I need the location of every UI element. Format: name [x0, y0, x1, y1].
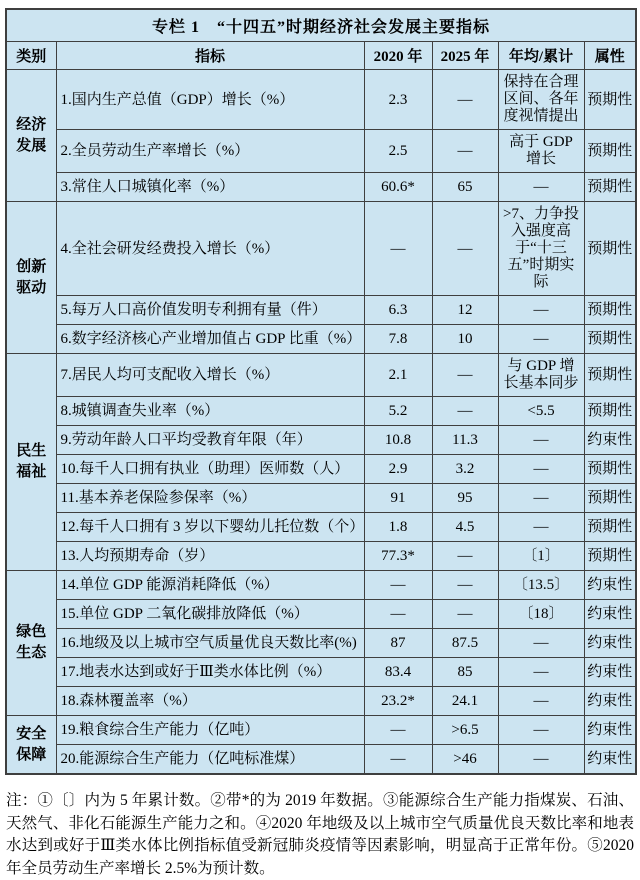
value-2020-cell: 23.2*	[364, 687, 432, 716]
table-row	[6, 513, 636, 542]
table-row	[6, 130, 636, 173]
table-row	[6, 354, 636, 397]
table-row	[6, 296, 636, 325]
value-2020-cell: 5.2	[364, 397, 432, 426]
value-2020-cell: —	[364, 716, 432, 745]
value-2020-cell: 10.8	[364, 426, 432, 455]
attribute-cell: 预期性	[584, 130, 636, 173]
avg-cumulative-cell: —	[498, 325, 584, 354]
avg-cumulative-cell: —	[498, 745, 584, 775]
notes-paragraph: 注：①〔〕内为 5 年累计数。②带*的为 2019 年数据。③能源综合生产能力指煤炭、石油、天然气、非化石能源生产能力之和。④2020 年地级及以上城市空气质量优良天数比率和地表水达到或好于Ⅲ类水体比例指标值受新冠肺炎疫情等因素影响，明显高于正常年份。⑤2020 年全员劳动生产率增长 2.5%为预计数。	[6, 792, 634, 877]
value-2025-cell: 85	[432, 658, 498, 687]
attribute-cell: 预期性	[584, 173, 636, 202]
table-row	[6, 571, 636, 600]
value-2020-cell: —	[364, 571, 432, 600]
header-avg-cumulative: 年均/累计	[498, 42, 584, 70]
value-2025-cell: 11.3	[432, 426, 498, 455]
attribute-cell: 预期性	[584, 397, 636, 426]
value-2025-cell: —	[432, 571, 498, 600]
attribute-cell: 约束性	[584, 600, 636, 629]
value-2025-cell: —	[432, 354, 498, 397]
attribute-cell: 约束性	[584, 745, 636, 775]
value-2020-cell: —	[364, 600, 432, 629]
indicator-cell: 10.每千人口拥有执业（助理）医师数（人）	[56, 455, 364, 484]
avg-cumulative-cell: —	[498, 658, 584, 687]
value-2025-cell: 24.1	[432, 687, 498, 716]
table-row	[6, 397, 636, 426]
avg-cumulative-cell: 〔13.5〕	[498, 571, 584, 600]
indicator-cell: 1.国内生产总值（GDP）增长（%）	[56, 70, 364, 130]
table-row	[6, 173, 636, 202]
avg-cumulative-cell: 〔18〕	[498, 600, 584, 629]
indicator-cell: 12.每千人口拥有 3 岁以下婴幼儿托位数（个）	[56, 513, 364, 542]
value-2025-cell: 3.2	[432, 455, 498, 484]
table-row	[6, 426, 636, 455]
table-title-row	[6, 9, 636, 42]
indicator-cell: 14.单位 GDP 能源消耗降低（%）	[56, 571, 364, 600]
avg-cumulative-cell: —	[498, 629, 584, 658]
table-row	[6, 745, 636, 775]
category-cell: 安全保障	[6, 716, 56, 775]
value-2025-cell: —	[432, 202, 498, 296]
indicator-cell: 6.数字经济核心产业增加值占 GDP 比重（%）	[56, 325, 364, 354]
avg-cumulative-cell: 〔1〕	[498, 542, 584, 571]
table-row	[6, 716, 636, 745]
value-2025-cell: 12	[432, 296, 498, 325]
indicator-cell: 17.地表水达到或好于Ⅲ类水体比例（%）	[56, 658, 364, 687]
avg-cumulative-cell: 与 GDP 增长基本同步	[498, 354, 584, 397]
avg-cumulative-cell: —	[498, 296, 584, 325]
attribute-cell: 约束性	[584, 687, 636, 716]
indicator-cell: 8.城镇调查失业率（%）	[56, 397, 364, 426]
indicator-cell: 19.粮食综合生产能力（亿吨）	[56, 716, 364, 745]
value-2020-cell: 87	[364, 629, 432, 658]
table-header-row	[6, 42, 636, 70]
value-2020-cell: 91	[364, 484, 432, 513]
attribute-cell: 约束性	[584, 716, 636, 745]
value-2020-cell: 77.3*	[364, 542, 432, 571]
attribute-cell: 预期性	[584, 325, 636, 354]
value-2020-cell: 2.1	[364, 354, 432, 397]
table-row	[6, 455, 636, 484]
avg-cumulative-cell: —	[498, 173, 584, 202]
indicators-table	[5, 8, 637, 775]
value-2025-cell: >6.5	[432, 716, 498, 745]
value-2025-cell: —	[432, 130, 498, 173]
attribute-cell: 约束性	[584, 629, 636, 658]
value-2025-cell: —	[432, 397, 498, 426]
category-cell: 绿色生态	[6, 571, 56, 716]
value-2025-cell: —	[432, 542, 498, 571]
attribute-cell: 预期性	[584, 296, 636, 325]
value-2025-cell: 10	[432, 325, 498, 354]
indicator-cell: 18.森林覆盖率（%）	[56, 687, 364, 716]
table-row	[6, 70, 636, 130]
avg-cumulative-cell: 保持在合理区间、各年度视情提出	[498, 70, 584, 130]
indicator-cell: 3.常住人口城镇化率（%）	[56, 173, 364, 202]
avg-cumulative-cell: —	[498, 513, 584, 542]
indicator-cell: 20.能源综合生产能力（亿吨标准煤）	[56, 745, 364, 775]
indicator-cell: 11.基本养老保险参保率（%）	[56, 484, 364, 513]
avg-cumulative-cell: >7、力争投入强度高于“十三五”时期实际	[498, 202, 584, 296]
value-2025-cell: 95	[432, 484, 498, 513]
table-row	[6, 202, 636, 296]
avg-cumulative-cell: —	[498, 687, 584, 716]
indicator-cell: 13.人均预期寿命（岁）	[56, 542, 364, 571]
indicator-cell: 15.单位 GDP 二氧化碳排放降低（%）	[56, 600, 364, 629]
indicator-table-body	[6, 70, 636, 775]
table-row	[6, 629, 636, 658]
value-2020-cell: 7.8	[364, 325, 432, 354]
category-cell: 创新驱动	[6, 202, 56, 354]
value-2025-cell: 65	[432, 173, 498, 202]
value-2020-cell: 1.8	[364, 513, 432, 542]
header-indicator: 指标	[56, 42, 364, 70]
indicator-cell: 5.每万人口高价值发明专利拥有量（件）	[56, 296, 364, 325]
indicator-cell: 9.劳动年龄人口平均受教育年限（年）	[56, 426, 364, 455]
indicator-cell: 2.全员劳动生产率增长（%）	[56, 130, 364, 173]
attribute-cell: 约束性	[584, 571, 636, 600]
attribute-cell: 预期性	[584, 354, 636, 397]
value-2025-cell: >46	[432, 745, 498, 775]
attribute-cell: 预期性	[584, 70, 636, 130]
category-cell: 经济发展	[6, 70, 56, 202]
value-2025-cell: —	[432, 600, 498, 629]
attribute-cell: 预期性	[584, 542, 636, 571]
table-row	[6, 658, 636, 687]
value-2020-cell: 6.3	[364, 296, 432, 325]
table-row	[6, 484, 636, 513]
value-2025-cell: 4.5	[432, 513, 498, 542]
indicator-cell: 4.全社会研发经费投入增长（%）	[56, 202, 364, 296]
value-2025-cell: —	[432, 70, 498, 130]
table-title: 专栏 1 “十四五”时期经济社会发展主要指标	[6, 9, 636, 42]
header-2025: 2025 年	[432, 42, 498, 70]
table-row	[6, 687, 636, 716]
value-2020-cell: 83.4	[364, 658, 432, 687]
table-row	[6, 325, 636, 354]
attribute-cell: 预期性	[584, 513, 636, 542]
attribute-cell: 预期性	[584, 202, 636, 296]
value-2020-cell: 2.3	[364, 70, 432, 130]
indicator-cell: 16.地级及以上城市空气质量优良天数比率(%)	[56, 629, 364, 658]
table-row	[6, 600, 636, 629]
category-cell: 民生福祉	[6, 354, 56, 571]
header-category: 类别	[6, 42, 56, 70]
table-row	[6, 542, 636, 571]
indicator-cell: 7.居民人均可支配收入增长（%）	[56, 354, 364, 397]
header-2020: 2020 年	[364, 42, 432, 70]
value-2020-cell: 2.5	[364, 130, 432, 173]
attribute-cell: 预期性	[584, 484, 636, 513]
header-attribute: 属性	[584, 42, 636, 70]
attribute-cell: 约束性	[584, 658, 636, 687]
avg-cumulative-cell: —	[498, 426, 584, 455]
attribute-cell: 约束性	[584, 426, 636, 455]
avg-cumulative-cell: —	[498, 455, 584, 484]
value-2025-cell: 87.5	[432, 629, 498, 658]
value-2020-cell: —	[364, 745, 432, 775]
avg-cumulative-cell: —	[498, 716, 584, 745]
avg-cumulative-cell: <5.5	[498, 397, 584, 426]
value-2020-cell: 2.9	[364, 455, 432, 484]
value-2020-cell: 60.6*	[364, 173, 432, 202]
avg-cumulative-cell: 高于 GDP 增长	[498, 130, 584, 173]
value-2020-cell: —	[364, 202, 432, 296]
attribute-cell: 预期性	[584, 455, 636, 484]
avg-cumulative-cell: —	[498, 484, 584, 513]
